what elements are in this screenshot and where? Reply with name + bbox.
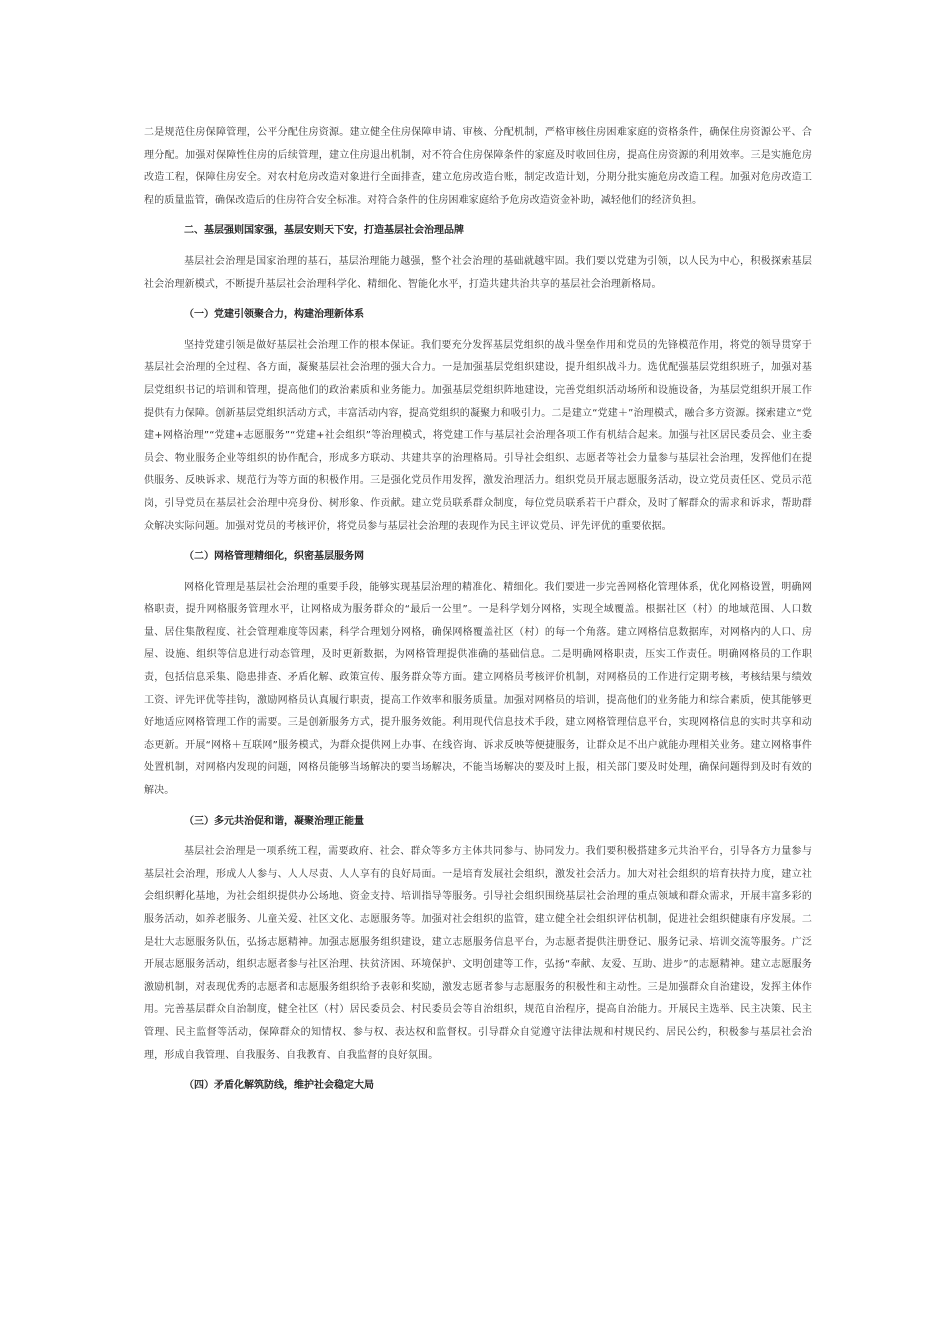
spacer [144,538,812,546]
party-building-paragraph: 坚持党建引领是做好基层社会治理工作的根本保证。我们要充分发挥基层党组织的战斗堡垒作用和党员的先锋模范作用，将党的领导贯穿于基层社会治理的全过程、各方面，凝聚基层社会治理的强大合力。一是加强基层党组织建设，提升组织战斗力。选优配强基层党组织班子，加强对基层党组织书记的培训和管理，提高他们的政治素质和业务能力。加强基层党组织阵地建设，完善党组织活动场所和设施设备，为基层党组织开展工作提供有力保障。创新基层党组织活动方式，丰富活动内容，提高党组织的凝聚力和吸引力。二是建立“党建＋”治理模式，融合多方资源。探索建立“党建+网格治理”“党建+志愿服务”“党建+社会组织”等治理模式，将党建工作与基层社会治理各项工作有机结合起来。加强与社区居民委员会、业主委员会、物业服务企业等组织的协作配合，形成多方联动、共建共享的治理格局。引导社会组织、志愿者等社会力量参与基层社会治理，发挥他们在提供服务、反映诉求、规范行为等方面的积极作用。三是强化党员作用发挥，激发治理活力。组织党员开展志愿服务活动，设立党员责任区、党员示范岗，引导党员在基层社会治理中亮身份、树形象、作贡献。建立党员联系群众制度，每位党员联系若干户群众，及时了解群众的需求和诉求，帮助群众解决实际问题。加强对党员的考核评价，将党员参与基层社会治理的表现作为民主评议党员、评先评优的重要依据。 [144,339,812,532]
spacer [144,243,812,251]
subheading-2: （二）网格管理精细化，织密基层服务网 [184,551,364,563]
governance-intro-paragraph: 基层社会治理是国家治理的基石，基层治理能力越强，整个社会治理的基础就越牢固。我们要以党建为引领，以人民为中心，积极探索基层社会治理新模式，不断提升基层社会治理科学化、精细化、智能化水平，打造共建共治共享的基层社会治理新格局。 [144,255,812,290]
spacer [144,327,812,335]
section-heading-2: 二、基层强则国家强，基层安则天下安，打造基层社会治理品牌 [184,225,464,237]
subheading-3: （三）多元共治促和谐，凝聚治理正能量 [184,815,364,827]
housing-paragraph: 二是规范住房保障管理，公平分配住房资源。建立健全住房保障申请、审核、分配机制，严格审核住房困难家庭的资格条件，确保住房资源公平、合理分配。加强对保障性住房的后续管理，建立住房退出机制，对不符合住房保障条件的家庭及时收回住房，提高住房资源的利用效率。三是实施危房改造工程，保障住房安全。对农村危房改造对象进行全面排查，建立危房改造台账，制定改造计划，分期分批实施危房改造工程。加强对危房改造工程的质量监管，确保改造后的住房符合安全标准。对符合条件的住房困难家庭给予危房改造资金补助，减轻他们的经济负担。 [144,127,812,206]
co-governance-paragraph: 基层社会治理是一项系统工程，需要政府、社会、群众等多方主体共同参与、协同发力。我们要积极搭建多元共治平台，引导各方力量参与基层社会治理，形成人人参与、人人尽责、人人享有的良好局面。一是培育发展社会组织，激发社会活力。加大对社会组织的培育扶持力度，建立社会组织孵化基地，为社会组织提供办公场地、资金支持、培训指导等服务。引导社会组织围绕基层社会治理的重点领域和群众需求，开展丰富多彩的服务活动，如养老服务、儿童关爱、社区文化、志愿服务等。加强对社会组织的监管，建立健全社会组织评估机制，促进社会组织健康有序发展。二是壮大志愿服务队伍，弘扬志愿精神。加强志愿服务组织建设，建立志愿服务信息平台，为志愿者提供注册登记、服务记录、培训交流等服务。广泛开展志愿服务活动，组织志愿者参与社区治理、扶贫济困、环境保护、文明创建等工作，弘扬“奉献、友爱、互助、进步”的志愿精神。建立志愿服务激励机制，对表现优秀的志愿者和志愿服务组织给予表彰和奖励，激发志愿者参与志愿服务的积极性和主动性。三是加强群众自治建设，发挥主体作用。完善基层群众自治制度，健全社区（村）居民委员会、村民委员会等自治组织，规范自治程序，提高自治能力。开展民主选举、民主决策、民主管理、民主监督等活动，保障群众的知情权、参与权、表达权和监督权。引导群众自觉遵守法律法规和村规民约、居民公约，积极参与基层社会治理，形成自我管理、自我服务、自我教育、自我监督的良好氛围。 [144,846,812,1061]
spacer [144,296,812,304]
spacer [144,1067,812,1075]
spacer [144,569,812,577]
grid-management-paragraph: 网格化管理是基层社会治理的重要手段，能够实现基层治理的精准化、精细化。我们要进一步完善网格化管理体系，优化网格设置，明确网格职责，提升网格服务管理水平，让网格成为服务群众的“最后一公里”。一是科学划分网格，实现全域覆盖。根据社区（村）的地域范围、人口数量、居住集散程度、社会管理难度等因素，科学合理划分网格，确保网格覆盖社区（村）的每一个角落。建立网格信息数据库，对网格内的人口、房屋、设施、组织等信息进行动态管理，及时更新数据，为网格管理提供准确的基础信息。二是明确网格职责，压实工作责任。明确网格员的工作职责，包括信息采集、隐患排查、矛盾化解、政策宣传、服务群众等方面。建立网格员考核评价机制，对网格员的工作进行定期考核，考核结果与绩效工资、评先评优等挂钩，激励网格员认真履行职责，提高工作效率和服务质量。加强对网格员的培训，提高他们的业务能力和综合素质，使其能够更好地适应网格管理工作的需要。三是创新服务方式，提升服务效能。利用现代信息技术手段，建立网格管理信息平台，实现网格信息的实时共享和动态更新。开展“网格＋互联网”服务模式，为群众提供网上办事、在线咨询、诉求反映等便捷服务，让群众足不出户就能办理相关业务。建立网格事件处置机制，对网格内发现的问题，网格员能够当场解决的要当场解决，不能当场解决的要及时上报，相关部门要及时处理，确保问题得到及时有效的解决。 [144,581,812,797]
spacer [144,803,812,811]
subheading-4: （四）矛盾化解筑防线，维护社会稳定大局 [184,1080,374,1092]
document-body [144,122,812,1098]
spacer [144,212,812,220]
subheading-1: （一）党建引领聚合力，构建治理新体系 [184,309,364,321]
spacer [144,833,812,841]
